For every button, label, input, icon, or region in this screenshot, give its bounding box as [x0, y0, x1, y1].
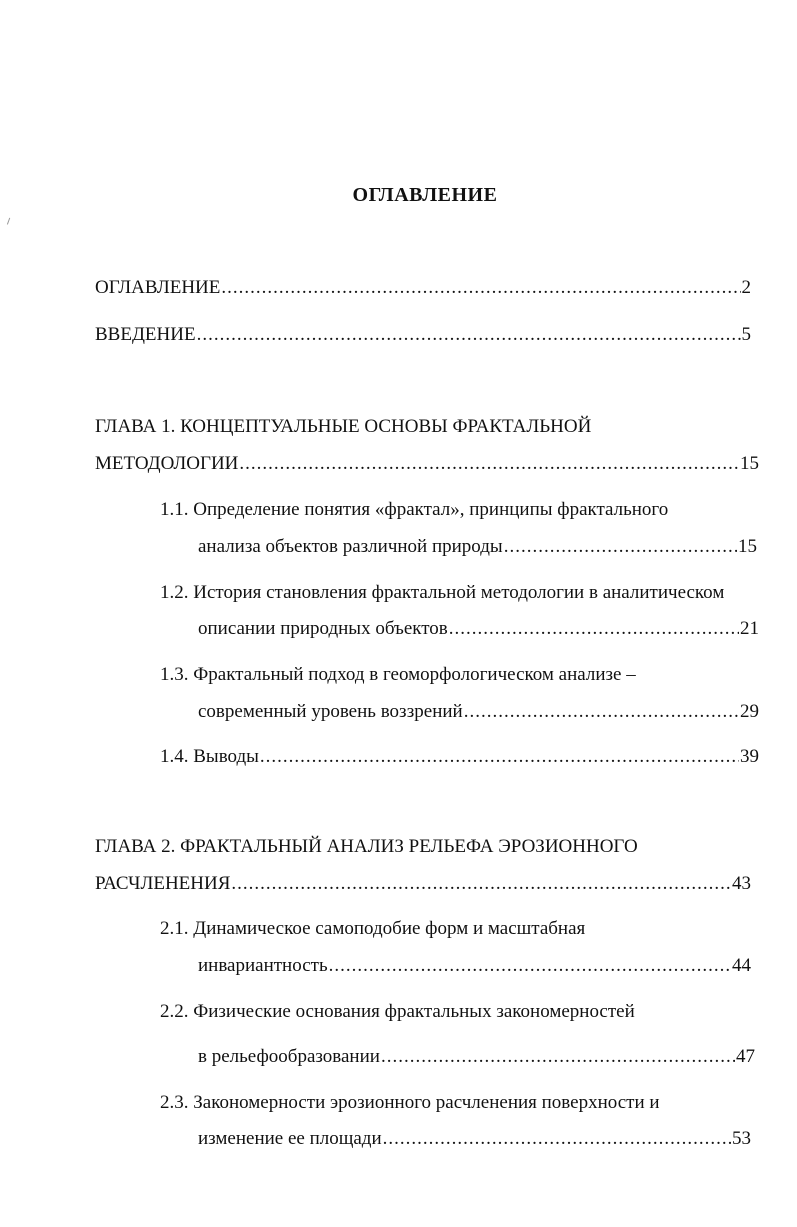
- scan-artifact-mark: [7, 218, 12, 226]
- dot-leader: [449, 617, 739, 641]
- toc-entry-contents: [95, 276, 751, 300]
- toc-page-number: 53: [732, 1128, 751, 1149]
- dot-leader: [383, 1127, 731, 1151]
- toc-chapter-2-title: ГЛАВА 2. ФРАКТАЛЬНЫЙ АНАЛИЗ РЕЛЬЕФА ЭРОЗИОННОГО: [95, 836, 638, 857]
- toc-section-1-1-title: 1.1. Определение понятия «фрактал», принципы фрактального: [160, 499, 669, 520]
- toc-section-2-3-title: 2.3. Закономерности эрозионного расчленения поверхности и: [160, 1092, 660, 1113]
- toc-entry-label: МЕТОДОЛОГИИ: [95, 453, 239, 474]
- toc-page-number: 29: [740, 701, 759, 722]
- page-title: ОГЛАВЛЕНИЕ: [352, 184, 498, 206]
- toc-page-number: 39: [740, 746, 759, 767]
- toc-page-number: 21: [740, 618, 759, 639]
- toc-page-number: 2: [741, 277, 751, 298]
- toc-page-number: 44: [732, 955, 751, 976]
- toc-section-2-1-title: 2.1. Динамическое самоподобие форм и масштабная: [160, 918, 586, 939]
- dot-leader: [260, 745, 739, 769]
- toc-entry-section-2-2: [198, 1045, 755, 1069]
- dot-leader: [329, 954, 731, 978]
- toc-entry-label: 1.4. Выводы: [160, 746, 259, 767]
- toc-entry-label: РАСЧЛЕНЕНИЯ: [95, 873, 231, 894]
- dot-leader: [197, 323, 741, 347]
- toc-section-1-2-title: 1.2. История становления фрактальной методологии в аналитическом: [160, 582, 725, 603]
- toc-page-number: 15: [740, 453, 759, 474]
- dot-leader: [221, 276, 740, 300]
- toc-entry-label: описании природных объектов: [198, 618, 448, 639]
- toc-page-number: 5: [741, 324, 751, 345]
- toc-page-number: 47: [736, 1046, 755, 1067]
- toc-entry-section-1-1: [198, 535, 757, 559]
- toc-entry-label: анализа объектов различной природы: [198, 536, 503, 557]
- toc-entry-label: изменение ее площади: [198, 1128, 382, 1149]
- toc-entry-label: современный уровень воззрений: [198, 701, 463, 722]
- toc-entry-section-2-3: [198, 1127, 751, 1151]
- toc-page-number: 43: [732, 873, 751, 894]
- toc-entry-section-1-4: [160, 745, 759, 769]
- toc-page-number: 15: [738, 536, 757, 557]
- dot-leader: [381, 1045, 735, 1069]
- toc-entry-label: ОГЛАВЛЕНИЕ: [95, 277, 221, 298]
- dot-leader: [231, 872, 731, 896]
- dot-leader: [464, 700, 739, 724]
- toc-entry-label: ВВЕДЕНИЕ: [95, 324, 196, 345]
- dot-leader: [504, 535, 737, 559]
- toc-entry-label: инвариантность: [198, 955, 328, 976]
- toc-entry-chapter-2: [95, 872, 751, 896]
- toc-section-1-3-title: 1.3. Фрактальный подход в геоморфологическом анализе –: [160, 664, 636, 685]
- toc-entry-section-2-1: [198, 954, 751, 978]
- toc-section-2-2-title: 2.2. Физические основания фрактальных закономерностей: [160, 1001, 635, 1022]
- toc-chapter-1-title: ГЛАВА 1. КОНЦЕПТУАЛЬНЫЕ ОСНОВЫ ФРАКТАЛЬНОЙ: [95, 416, 592, 437]
- toc-entry-section-1-2: [198, 617, 759, 641]
- toc-entry-section-1-3: [198, 700, 759, 724]
- toc-entry-introduction: [95, 323, 751, 347]
- toc-entry-chapter-1: [95, 452, 759, 476]
- dot-leader: [239, 452, 739, 476]
- toc-entry-label: в рельефообразовании: [198, 1046, 380, 1067]
